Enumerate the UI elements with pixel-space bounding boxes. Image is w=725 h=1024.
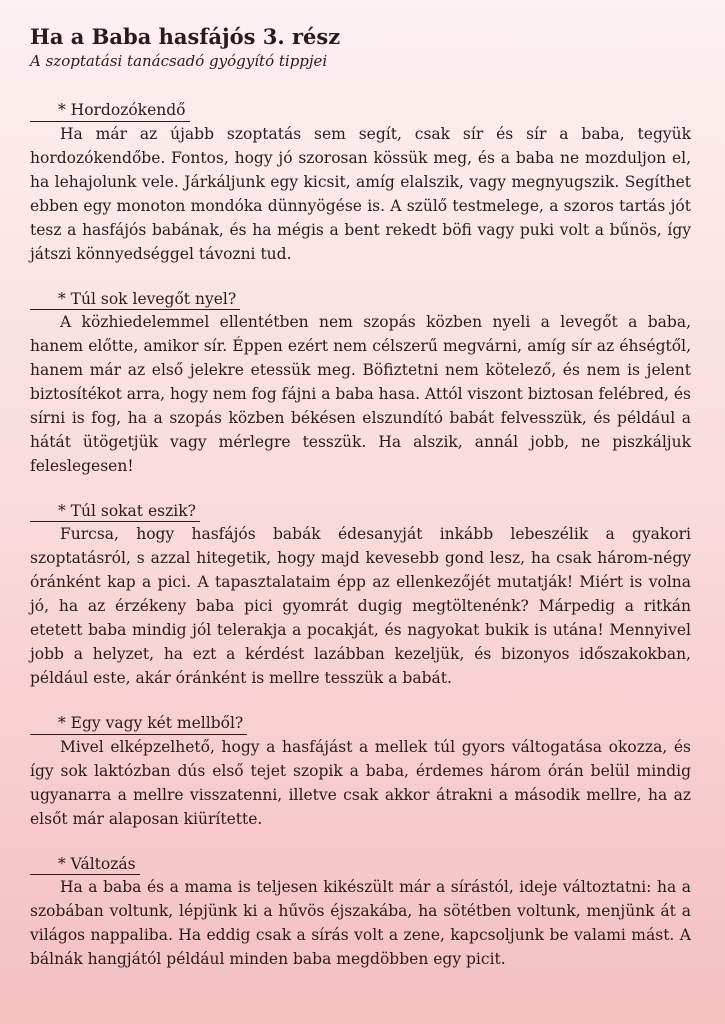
section-heading: * Változás (30, 855, 140, 875)
section-paragraph: Furcsa, hogy hasfájós babák édesanyját inkább lebeszélik a gyakori szoptatásról, s azzal hitegetik, hogy majd kevesebb gond lesz, ha csak három-négy óránként kap a pici. A tapasztalataim épp az ellenkezőjét mutatják! Miért is volna jó, ha az érzékeny baba pici gyomrát dugig megtöltenénk? Márpedig a ritkán etetett baba mindig jól telerakja a pocakját, és nagyokat bukik is utána! Mennyivel jobb a helyzet, ha ezt a kérdést lazábban kezeljük, és bizonyos időszakokban, például este, akár óránként is mellre tesszük a babát. (30, 525, 691, 688)
section-paragraph: Mivel elképzelhető, hogy a hasfájást a mellek túl gyors váltogatása okozza, és így sok laktózban dús első tejet szopik a baba, érdemes három órán belül mindig ugyanarra a mellre visszatenni, illetve csak akkor átrakni a második mellre, ha az elsőt már alaposan kiürítette. (30, 737, 691, 828)
document-title: Ha a Baba hasfájós 3. rész (30, 24, 341, 49)
section-mell (30, 713, 691, 830)
section-paragraph: Ha már az újabb szoptatás sem segít, csak sír és sír a baba, tegyük hordozókendőbe. Fontos, hogy jó szorosan kössük meg, és a baba ne mozduljon el, ha lehajolunk vele. Járkáljunk egy kicsit, amíg elalszik, vagy megnyugszik. Segíthet ebben egy monoton mondóka dünnyögése is. A szülő testmelege, a szoros tartás jót tesz a hasfájós babának, és ha mégis a bent rekedt böfi vagy puki volt a bűnös, így játszi könnyedséggel távozni tud. (30, 124, 691, 263)
document-subtitle: A szoptatási tanácsadó gyógyító tippjei (30, 52, 328, 71)
section-valtozas (30, 854, 691, 971)
section-tul-sokat-eszik (30, 501, 691, 690)
section-heading: * Túl sok levegőt nyel? (30, 290, 240, 310)
section-heading: * Hordozókendő (30, 101, 190, 121)
section-paragraph: A közhiedelemmel ellentétben nem szopás közben nyeli a levegőt a baba, hanem előtte, amikor sír. Éppen ezért nem célszerű megvárni, amíg sír az éhségtől, hanem már az első jelekre etessük meg. Böfiztetni nem kötelező, és nem is jelent biztosítékot arra, hogy nem fog fájni a baba hasa. Attól viszont biztosan felébred, és sírni is fog, ha a szopás közben békésen elszundító babát felvesszük, és például a hátát ütögetjük vagy mérlegre tesszük. Ha alszik, annál jobb, ne piszkáljuk feleslegesen! (30, 313, 691, 475)
section-heading: * Túl sokat eszik? (30, 502, 200, 522)
section-levego (30, 289, 691, 478)
section-hordozokendo (30, 100, 691, 265)
section-paragraph: Ha a baba és a mama is teljesen kikészült már a sírástól, ideje változtatni: ha a szobában voltunk, lépjünk ki a hűvös éjszakába, ha sötétben voltunk, menjünk át a világos nappaliba. Ha eddig csak a sírás volt a zene, kapcsoljunk be valami mást. A bálnák hangjától például minden baba megdöbben egy picit. (30, 878, 691, 969)
section-heading: * Egy vagy két mellből? (30, 714, 247, 734)
